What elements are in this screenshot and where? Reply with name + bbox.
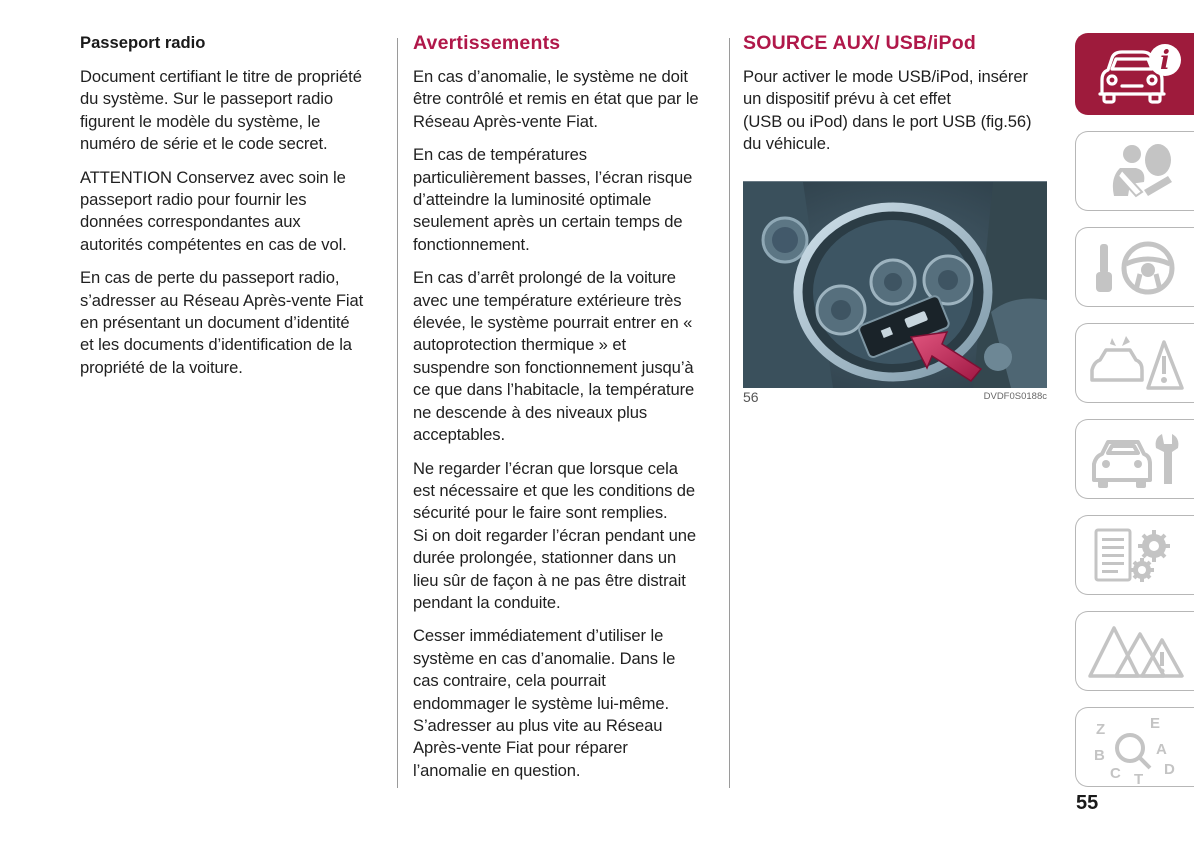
figure-code: DVDF0S0188c	[983, 391, 1047, 402]
alphabet-index-icon	[1086, 714, 1186, 786]
text-line: particulièrement basses, l’écran risque	[413, 167, 693, 187]
tab-warnings[interactable]	[1075, 611, 1194, 691]
text-line: (USB ou iPod) dans le port USB (fig.56)	[743, 111, 1032, 131]
text-line: ne descende à des niveaux plus	[413, 402, 648, 422]
text-line: Si on doit regarder l’écran pendant une	[413, 525, 696, 545]
text-line: fonctionnement.	[413, 234, 530, 254]
text-line: En cas de températures	[413, 145, 587, 165]
page-number: 55	[1076, 792, 1099, 814]
text-line: numéro de série et le code secret.	[80, 134, 328, 154]
paragraph	[80, 66, 385, 156]
text-line: suspendre son fonctionnement jusqu’à	[413, 357, 694, 377]
text-line: et les documents d’identification de la	[80, 335, 352, 355]
tab-index[interactable]	[1075, 707, 1194, 787]
column-divider	[397, 38, 398, 788]
warning-triangles-icon	[1086, 618, 1186, 686]
column-avertissements	[413, 30, 723, 793]
specs-gears-icon	[1086, 522, 1186, 590]
index-letter: C	[1110, 765, 1121, 782]
tab-starting-driving[interactable]	[1075, 227, 1194, 307]
index-letter: E	[1150, 715, 1161, 732]
column-divider	[729, 38, 730, 788]
paragraph	[80, 167, 385, 257]
text-line: sécurité pour le faire sont remplies.	[413, 503, 668, 523]
figure-caption	[743, 389, 1047, 407]
text-line: données correspondantes aux	[80, 212, 301, 232]
text-line: endommager le système lui-même.	[413, 693, 670, 713]
car-wrench-icon	[1086, 426, 1186, 494]
paragraph	[743, 66, 1048, 156]
text-line: est nécessaire et que les conditions de	[413, 480, 696, 500]
text-line: être contrôlé et remis en état que par le	[413, 89, 699, 109]
text-line: En cas de perte du passeport radio,	[80, 268, 340, 288]
text-line: en présentant un document d’identité	[80, 313, 350, 333]
text-line: système en cas d’anomalie. Dans le	[413, 648, 676, 668]
text-line: durée prolongée, stationner dans un	[413, 548, 677, 568]
text-line: cas contraire, cela pourrait	[413, 671, 606, 691]
index-letter: Z	[1096, 721, 1106, 738]
text-line: Réseau Après-vente Fiat.	[413, 111, 598, 131]
section-title-source-aux-usb: SOURCE AUX/ USB/iPod	[743, 32, 976, 54]
text-line: En cas d’arrêt prolongé de la voiture	[413, 268, 676, 288]
text-line: élevée, le système pourrait entrer en «	[413, 313, 693, 333]
text-line: ce que dans l’habitacle, la température	[413, 380, 695, 400]
col2-body	[413, 66, 723, 782]
index-letter: B	[1094, 747, 1105, 764]
text-line: avec une température extérieure très	[413, 290, 682, 310]
text-line: lieu sûr de façon à ne pas être distrait	[413, 570, 686, 590]
figure-usb-port-photo	[743, 181, 1047, 388]
text-line: acceptables.	[413, 425, 505, 445]
paragraph	[413, 625, 723, 782]
section-heading-passeport-radio: Passeport radio	[80, 33, 206, 52]
paragraph	[413, 458, 723, 615]
text-line: figurent le modèle du système, le	[80, 111, 321, 131]
paragraph	[413, 66, 723, 133]
text-line: S’adresser au plus vite au Réseau	[413, 715, 663, 735]
text-line: En cas d’anomalie, le système ne doit	[413, 67, 688, 86]
paragraph	[413, 267, 723, 446]
text-line: propriété de la voiture.	[80, 357, 243, 377]
text-line: du véhicule.	[743, 134, 831, 154]
text-line: d’atteindre la luminosité optimale	[413, 190, 652, 210]
col3-body	[743, 66, 1048, 156]
text-line: s’adresser au Réseau Après-vente Fiat	[80, 290, 364, 310]
text-line: passeport radio pour fournir les	[80, 190, 307, 210]
airbag-passenger-icon	[1086, 138, 1186, 206]
text-line: autoprotection thermique » et	[413, 335, 626, 355]
tab-car-info[interactable]	[1075, 33, 1194, 115]
section-title-avertissements: Avertissements	[413, 32, 561, 54]
tab-safety[interactable]	[1075, 131, 1194, 211]
text-line: du système. Sur le passeport radio	[80, 89, 334, 109]
paragraph	[413, 144, 723, 256]
text-line: Pour activer le mode USB/iPod, insérer	[743, 67, 1028, 86]
svg-text:i: i	[1160, 46, 1170, 76]
text-line: un dispositif prévu à cet effet	[743, 89, 951, 109]
tab-emergency[interactable]	[1075, 323, 1194, 403]
text-line: pendant la conduite.	[413, 592, 561, 612]
paragraph	[80, 267, 385, 379]
tab-technical-data[interactable]	[1075, 515, 1194, 595]
text-line: seulement après un certain temps de	[413, 212, 683, 232]
index-letter: A	[1156, 741, 1167, 758]
col1-body	[80, 66, 385, 379]
index-letter: D	[1164, 761, 1175, 778]
car-crash-warning-icon	[1086, 330, 1186, 398]
figure-number: 56	[743, 389, 759, 405]
car-info-icon	[1086, 40, 1182, 108]
text-line: Document certifiant le titre de propriété	[80, 67, 362, 86]
text-line: autorités compétentes en cas de vol.	[80, 234, 347, 254]
text-line: ATTENTION Conservez avec soin le	[80, 167, 346, 187]
usb-port-illustration	[743, 182, 1047, 388]
column-passeport-radio	[80, 30, 385, 390]
column-source-aux-usb	[743, 30, 1048, 167]
tab-maintenance[interactable]	[1075, 419, 1194, 499]
text-line: l’anomalie en question.	[413, 760, 581, 780]
index-letter: T	[1134, 771, 1144, 786]
text-line: Cesser immédiatement d’utiliser le	[413, 626, 664, 646]
text-line: Ne regarder l’écran que lorsque cela	[413, 458, 678, 478]
text-line: Après-vente Fiat pour réparer	[413, 738, 628, 758]
key-steering-wheel-icon	[1086, 234, 1186, 302]
